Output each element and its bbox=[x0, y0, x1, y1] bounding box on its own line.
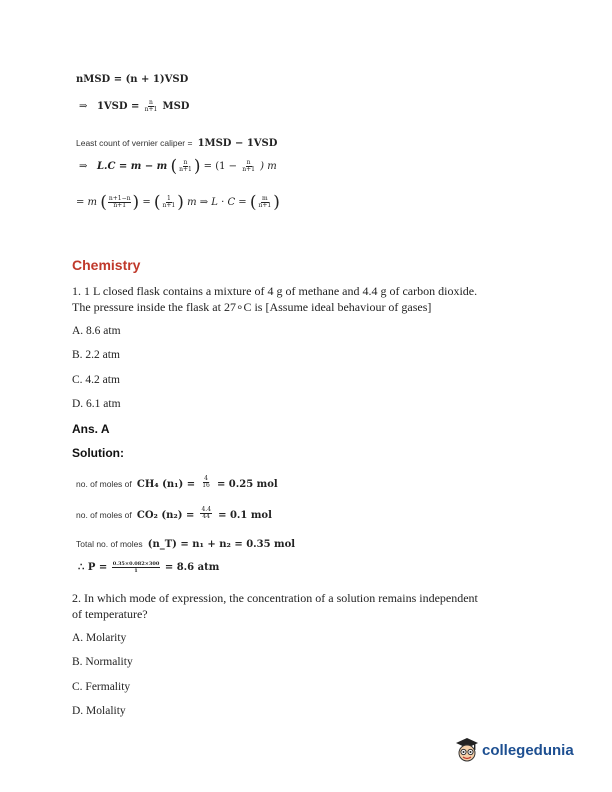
q1-option-a: A. 8.6 atm bbox=[72, 325, 121, 337]
sol3-text: Total no. of moles bbox=[76, 539, 143, 549]
question-2-line-2: of temperature? bbox=[72, 607, 148, 621]
solution-moles-co2 bbox=[76, 503, 272, 522]
sol1-result: = 0.25 mol bbox=[216, 479, 278, 490]
lc-result-a: = m bbox=[76, 197, 98, 208]
equation-vsd bbox=[79, 100, 189, 113]
q1-option-c: C. 4.2 atm bbox=[72, 374, 120, 386]
solution-moles-ch4 bbox=[76, 472, 278, 491]
vsd-suffix: MSD bbox=[162, 101, 190, 112]
vsd-lhs: 1VSD = bbox=[96, 101, 140, 112]
lc-frac-2: $\frac{n}{n+1}$ bbox=[242, 159, 255, 173]
collegedunia-logo bbox=[452, 735, 574, 765]
sol4-prefix: ∴ P = bbox=[78, 562, 108, 573]
lc-part-a: L.C = m − m bbox=[96, 161, 168, 172]
q1-solution-label: Solution: bbox=[72, 446, 124, 460]
sol2-math: CO₂ (n₂) = bbox=[136, 510, 195, 521]
sol4-result: = 8.6 atm bbox=[164, 562, 220, 573]
q1-option-b: B. 2.2 atm bbox=[72, 349, 120, 361]
solution-pressure bbox=[78, 561, 219, 574]
lc-frac-4: $\frac{1}{n+1}$ bbox=[162, 195, 176, 209]
section-heading-chemistry: Chemistry bbox=[72, 257, 141, 273]
lc-part-b: = (1 − bbox=[203, 161, 238, 172]
lc-frac-5: $\frac{m}{n+1}$ bbox=[258, 195, 272, 209]
vsd-fraction: $\frac{n}{n+1}$ bbox=[144, 99, 158, 113]
question-1-line-1: 1. 1 L closed flask contains a mixture of 4 g of methane and 4.4 g of carbon dioxide. bbox=[72, 284, 478, 298]
sol1-text: no. of moles of bbox=[76, 479, 132, 489]
equation-lc-result: = m ( $\frac{n+1-n}{n+1}$ ) = ( $\frac{1}{n+1}$ ) m ⇒ L · C = ( $\frac{m}{n+1}$ ) bbox=[76, 192, 280, 213]
implies-symbol: ⇒ bbox=[79, 101, 88, 112]
q1-answer: Ans. A bbox=[72, 422, 110, 436]
sol1-math: CH₄ (n₁) = bbox=[136, 479, 196, 490]
solution-total-moles bbox=[76, 532, 295, 551]
q2-option-a: A. Molarity bbox=[72, 632, 127, 644]
lc-frac-1: $\frac{n}{n+1}$ bbox=[179, 159, 192, 173]
q2-option-c: C. Fermality bbox=[72, 681, 131, 693]
least-count-line bbox=[76, 131, 277, 150]
lc-frac-3: $\frac{n+1-n}{n+1}$ bbox=[108, 195, 131, 209]
q2-option-b: B. Normality bbox=[72, 656, 133, 668]
sol1-fraction: $\frac{4}{16}$ bbox=[202, 475, 210, 489]
sol3-math: (n_T) = n₁ + n₂ = 0.35 mol bbox=[147, 539, 296, 550]
lc-result-c: m ⇒ L · C = bbox=[187, 197, 247, 208]
least-count-math: 1MSD − 1VSD bbox=[197, 138, 278, 149]
least-count-text: Least count of vernier caliper = bbox=[76, 138, 193, 148]
sol2-fraction: $\frac{4.4}{44}$ bbox=[201, 506, 212, 520]
q1-option-d: D. 6.1 atm bbox=[72, 398, 121, 410]
sol2-result: = 0.1 mol bbox=[218, 510, 272, 521]
sol4-fraction: $\frac{0.35\times 0.082\times 300}{1}$ bbox=[112, 561, 160, 574]
lc-part-c: ) m bbox=[260, 161, 277, 172]
graduate-mascot-icon bbox=[452, 735, 482, 765]
question-1-line-2: The pressure inside the flask at 27∘C is [Assume ideal behaviour of gases] bbox=[72, 300, 432, 314]
sol2-text: no. of moles of bbox=[76, 510, 132, 520]
question-2-line-1: 2. In which mode of expression, the concentration of a solution remains independent bbox=[72, 591, 478, 605]
equation-nmsd: nMSD = (n + 1)VSD bbox=[76, 74, 189, 85]
equation-lc: ⇒ L.C = m − m ( $\frac{n}{n+1}$ ) = (1 − $\frac{n}{n+1}$ ) m bbox=[79, 156, 277, 177]
lc-result-eq: = bbox=[142, 197, 151, 208]
brand-name: collegedunia bbox=[482, 741, 574, 759]
q2-option-d: D. Molality bbox=[72, 705, 126, 717]
implies-symbol: ⇒ bbox=[79, 161, 88, 172]
